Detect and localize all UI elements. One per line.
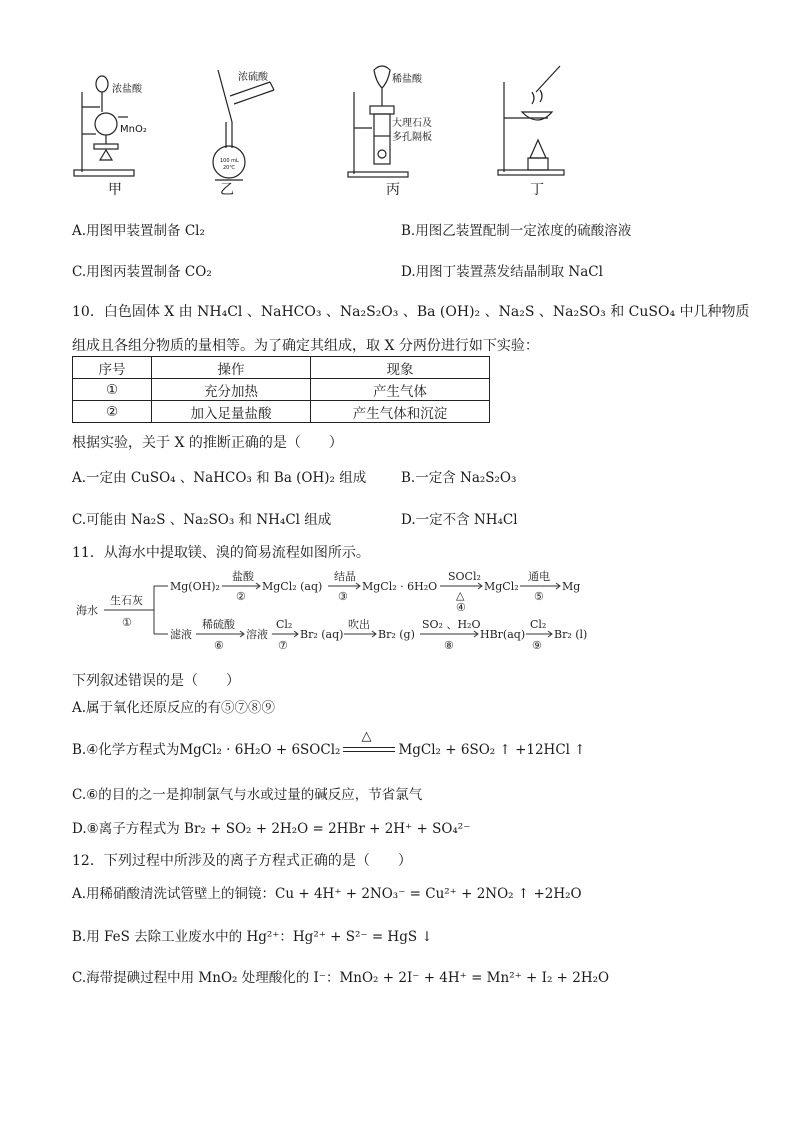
q10-question: 根据实验，关于 X 的推断正确的是（ ） (72, 435, 343, 451)
yi-flask-temp: 20℃ (223, 165, 235, 171)
flow-crys: 结晶 (334, 570, 356, 583)
bing-reagent-side-1: 大理石及 (392, 118, 432, 129)
q9-option-b: B.用图乙装置配制一定浓度的硫酸溶液 (401, 223, 632, 239)
flow-dilh2so4: 稀硫酸 (202, 618, 235, 631)
flow-solution: 溶液 (246, 628, 268, 641)
flow-cl2a: Cl₂ (276, 618, 293, 631)
table-cell: 产生气体和沉淀 (311, 401, 490, 423)
apparatus-figure (70, 62, 590, 202)
q10-option-c: C.可能由 Na₂S 、Na₂SO₃ 和 NH₄Cl 组成 (72, 512, 332, 528)
flow-step5: ⑤ (534, 590, 544, 603)
q11-b-eq-left: MgCl₂ · 6H₂O + 6SOCl₂ (179, 742, 341, 758)
flow-step6: ⑥ (214, 639, 224, 652)
flow-mgcl2aq: MgCl₂ (aq) (262, 580, 323, 593)
table-cell: 充分加热 (152, 379, 311, 401)
q10-option-d: D.一定不含 NH₄Cl (401, 512, 518, 528)
flow-hcl: 盐酸 (232, 570, 254, 583)
q12-option-c: C.海带提碘过程中用 MnO₂ 处理酸化的 I⁻：MnO₂ + 2I⁻ + 4H⁺ = Mn²⁺ + I₂ + 2H₂O (72, 970, 610, 986)
flow-cl2b: Cl₂ (530, 618, 547, 631)
flow-step8: ⑧ (444, 639, 454, 652)
q9-option-d: D.用图丁装置蒸发结晶制取 NaCl (401, 264, 603, 280)
flow-br2g: Br₂ (g) (378, 628, 415, 641)
table-header-cell: 现象 (311, 357, 490, 379)
jia-reagent-side: MnO₂ (120, 124, 147, 135)
flow-step7: ⑦ (278, 639, 288, 652)
flow-socl2: SOCl₂ (448, 570, 481, 583)
table-row (73, 401, 490, 423)
table-cell: 加入足量盐酸 (152, 401, 311, 423)
q11-option-c: C.⑥的目的之一是抑制氯气与水或过量的碱反应，节省氯气 (72, 787, 423, 803)
flow-step1: ① (122, 616, 132, 629)
apparatus-jia (74, 76, 147, 198)
q10-option-a: A.一定由 CuSO₄ 、NaHCO₃ 和 Ba (OH)₂ 组成 (72, 470, 367, 486)
bing-reagent-top: 稀盐酸 (392, 74, 422, 85)
q10-experiment-table (72, 356, 490, 423)
apparatus-yi (213, 70, 274, 198)
flow-mg: Mg (562, 580, 581, 593)
table-cell: 产生气体 (311, 379, 490, 401)
table-cell: ② (73, 401, 152, 423)
yi-flask-mark: 100 mL (220, 158, 239, 164)
flow-mgcl2hyd: MgCl₂ · 6H₂O (362, 580, 438, 593)
q9-option-a: A.用图甲装置制备 Cl₂ (72, 223, 205, 239)
bing-reagent-side-2: 多孔隔板 (392, 132, 432, 143)
yi-reagent: 浓硫酸 (238, 72, 268, 83)
q11-stem: 11．从海水中提取镁、溴的简易流程如图所示。 (72, 545, 370, 561)
jia-label: 甲 (108, 182, 122, 198)
jia-reagent-top: 浓盐酸 (112, 84, 142, 95)
table-cell: ① (73, 379, 152, 401)
flow-lime: 生石灰 (110, 594, 143, 607)
flow-br2l: Br₂ (l) (554, 628, 588, 641)
flow-step3: ③ (338, 590, 348, 603)
flow-filtrate: 滤液 (170, 628, 192, 641)
q12-stem: 12．下列过程中所涉及的离子方程式正确的是（ ） (72, 853, 412, 869)
q10-stem-line2: 组成且各组分物质的量相等。为了确定其组成，取 X 分两份进行如下实验： (72, 338, 539, 354)
table-row (73, 379, 490, 401)
q9-option-c: C.用图丙装置制备 CO₂ (72, 264, 212, 280)
apparatus-bing (348, 66, 432, 198)
flow-heat: △ (456, 589, 465, 602)
flow-blow: 吹出 (348, 618, 370, 631)
equals-bar (343, 747, 395, 752)
q11-flow-diagram (72, 566, 592, 656)
q11-question: 下列叙述错误的是（ ） (72, 673, 240, 689)
flow-elec: 通电 (528, 570, 550, 583)
flow-br2aq: Br₂ (aq) (300, 628, 344, 641)
q11-b-eq-right: MgCl₂ + 6SO₂ ↑ +12HCl ↑ (398, 742, 586, 758)
q11-option-a: A.属于氧化还原反应的有⑤⑦⑧⑨ (72, 700, 276, 716)
q11-option-b (72, 728, 586, 758)
q11-b-heat: △ (361, 728, 372, 744)
flow-step9: ⑨ (532, 639, 542, 652)
q11-option-d: D.⑧离子方程式为 Br₂ + SO₂ + 2H₂O = 2HBr + 2H⁺ + SO₄²⁻ (72, 821, 471, 837)
table-header-cell: 操作 (152, 357, 311, 379)
flow-hbraq: HBr(aq) (480, 628, 526, 641)
flow-step4: ④ (456, 601, 466, 614)
flow-mgoh2: Mg(OH)₂ (170, 580, 220, 593)
flow-mgcl2: MgCl₂ (484, 580, 519, 593)
table-header-cell: 序号 (73, 357, 152, 379)
yi-label: 乙 (220, 182, 234, 198)
table-header-row (73, 357, 490, 379)
q12-option-a: A.用稀硝酸清洗试管壁上的铜镜：Cu + 4H⁺ + 2NO₃⁻ = Cu²⁺ + 2NO₂ ↑ +2H₂O (72, 886, 582, 902)
q12-option-b: B.用 FeS 去除工业废水中的 Hg²⁺：Hg²⁺ + S²⁻ = HgS ↓ (72, 929, 433, 945)
flow-so2h2o: SO₂ 、H₂O (422, 618, 481, 631)
bing-label: 丙 (386, 182, 400, 198)
flow-seawater: 海水 (76, 604, 98, 617)
q10-stem-line1: 10．白色固体 X 由 NH₄Cl 、NaHCO₃ 、Na₂S₂O₃ 、Ba (OH)₂ 、Na₂S 、Na₂SO₃ 和 CuSO₄ 中几种物质 (72, 304, 750, 320)
q11-b-prefix: B.④化学方程式为 (72, 742, 180, 758)
q11-b-reaction-sign (343, 728, 395, 758)
ding-label: 丁 (530, 182, 544, 198)
apparatus-ding (498, 66, 564, 198)
flow-step2: ② (236, 590, 246, 603)
q10-option-b: B.一定含 Na₂S₂O₃ (401, 470, 517, 486)
